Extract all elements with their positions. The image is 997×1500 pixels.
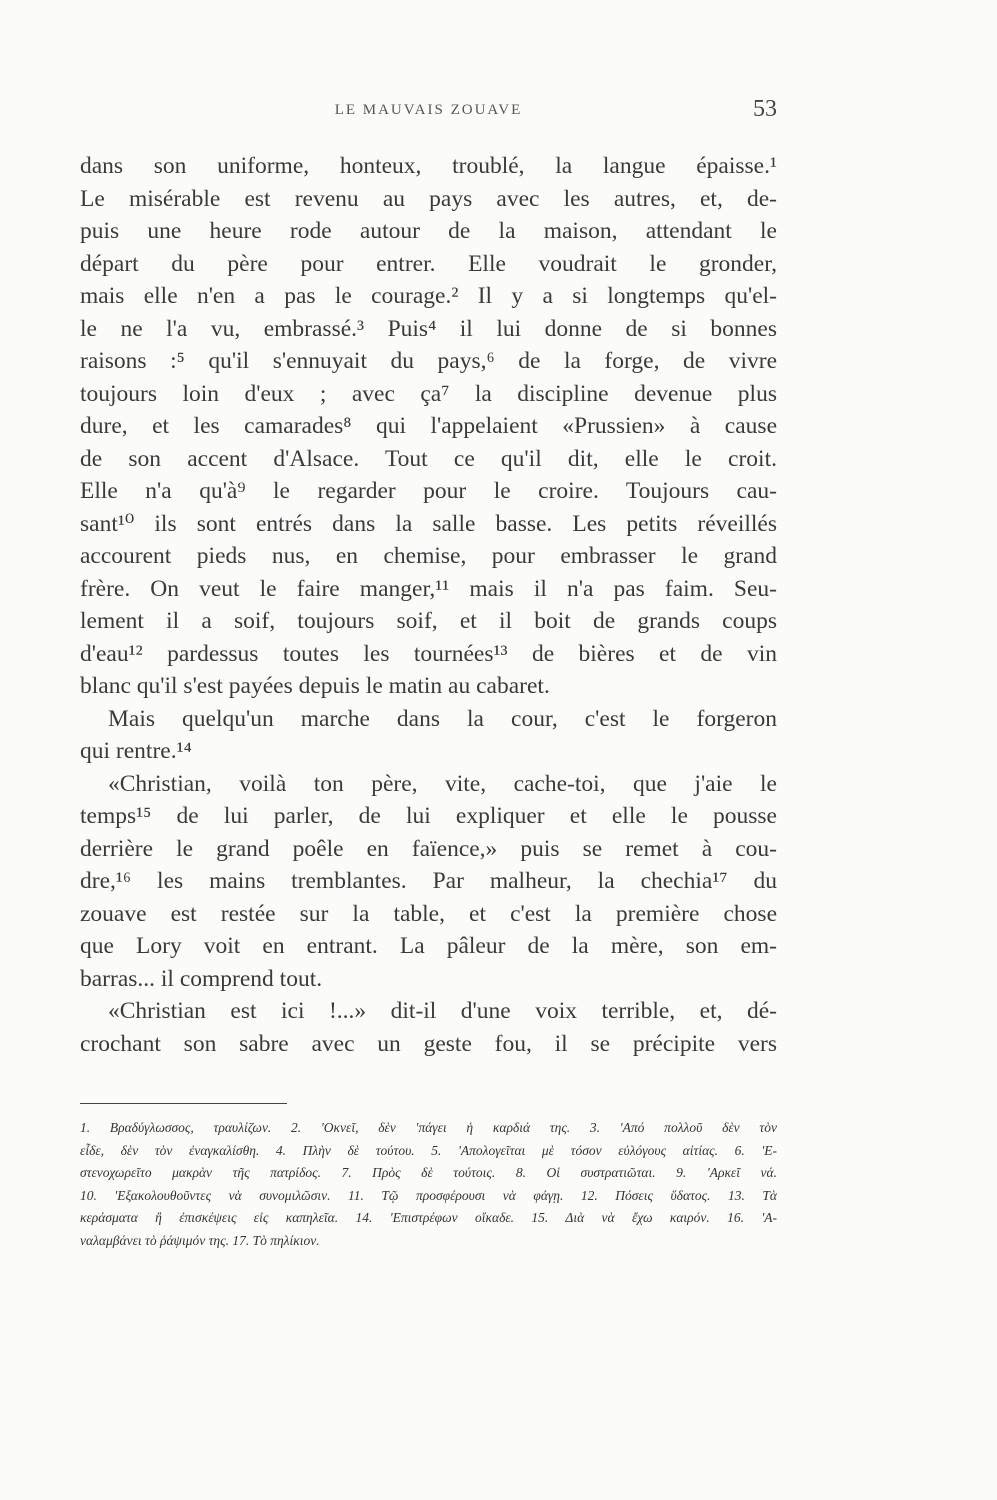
text-line: sant¹⁰ ils sont entrés dans la salle basse. Les petits réveillés bbox=[80, 510, 777, 537]
text-line: Mais quelqu'un marche dans la cour, c'est le forgeron bbox=[108, 705, 777, 732]
text-line: accourent pieds nus, en chemise, pour embrasser le grand bbox=[80, 543, 777, 569]
text-line: temps¹⁵ de lui parler, de lui expliquer et elle le pousse bbox=[80, 803, 777, 829]
text-line: toujours loin d'eux ; avec ça⁷ la discipline devenue plus bbox=[80, 380, 777, 407]
footnote-line: 1. Βραδύγλωσσος, τραυλίζων. 2. 'Οκνεῖ, δὲν 'πάγει ἡ καρδιά της. 3. 'Από πολλοῦ δὲν τὸν bbox=[80, 1120, 777, 1135]
text-line: «Christian, voilà ton père, vite, cache-toi, que j'aie le bbox=[108, 770, 777, 797]
text-line: Elle n'a qu'à⁹ le regarder pour le croire. Toujours cau- bbox=[80, 478, 777, 504]
text-line: «Christian est ici !...» dit-il d'une voix terrible, et, dé- bbox=[108, 998, 777, 1024]
footnote-line: 10. 'Εξακολουθοῦντες νὰ συνομιλῶσιν. 11. Τῷ προσφέρουσι νὰ φάγῃ. 12. Πόσεις ὕδατος. 13. Τὰ bbox=[80, 1187, 777, 1203]
running-title: LE MAUVAIS ZOUAVE bbox=[334, 102, 523, 118]
text-line: crochant son sabre avec un geste fou, il se précipite vers bbox=[80, 1030, 777, 1057]
running-head bbox=[80, 96, 777, 132]
footnote-line: ναλαμβάνει τὸ ῥάψιμόν της. 17. Τὸ πηλίκιον. bbox=[80, 1232, 320, 1248]
text-line: zouave est restée sur la table, et c'est la première chose bbox=[80, 900, 777, 927]
text-line: puis une heure rode autour de la maison, attendant le bbox=[80, 218, 777, 244]
page-number: 53 bbox=[753, 96, 777, 122]
text-line: mais elle n'en a pas le courage.² Il y a si longtemps qu'el- bbox=[80, 283, 777, 309]
text-line: qui rentre.¹⁴ bbox=[80, 738, 192, 764]
text-line: raisons :⁵ qu'il s'ennuyait du pays,⁶ de la forge, de vivre bbox=[80, 348, 777, 374]
text-line: dans son uniforme, honteux, troublé, la langue épaisse.¹ bbox=[80, 153, 777, 179]
text-line: frère. On veut le faire manger,¹¹ mais il n'a pas faim. Seu- bbox=[80, 575, 777, 602]
text-line: dure, et les camarades⁸ qui l'appelaient «Prussien» à cause bbox=[80, 413, 777, 439]
text-line: de son accent d'Alsace. Tout ce qu'il dit, elle le croit. bbox=[80, 445, 777, 472]
footnote-rule bbox=[80, 1103, 287, 1104]
text-line: dre,¹⁶ les mains tremblantes. Par malheur, la chechia¹⁷ du bbox=[80, 868, 777, 894]
body-text bbox=[80, 150, 777, 1060]
footnotes bbox=[80, 1117, 777, 1252]
text-line: que Lory voit en entrant. La pâleur de la mère, son em- bbox=[80, 933, 777, 959]
text-line: Le misérable est revenu au pays avec les autres, et, de- bbox=[80, 185, 777, 212]
text-line: le ne l'a vu, embrassé.³ Puis⁴ il lui donne de si bonnes bbox=[80, 315, 777, 342]
footnote-line: εἶδε, δὲν τὸν ἐναγκαλίσθη. 4. Πλὴν δὲ τούτου. 5. 'Απολογεῖται μὲ τόσον εὐλόγους αἰτίας. 6. 'Ε- bbox=[80, 1142, 777, 1158]
text-line: lement il a soif, toujours soif, et il boit de grands coups bbox=[80, 608, 777, 634]
text-line: barras... il comprend tout. bbox=[80, 965, 323, 992]
footnote-line: κεράσματα ἢ ἐπισκέψεις εἰς καπηλεῖα. 14. 'Επιστρέφων οἴκαδε. 15. Διὰ νὰ ἔχω καιρόν. 16. 'Α- bbox=[80, 1210, 777, 1225]
footnote-line: στενοχωρεῖτο μακρὰν τῆς πατρίδος. 7. Πρὸς δὲ τούτοις. 8. Οἱ συστρατιῶται. 9. 'Αρκεῖ νά. bbox=[80, 1165, 777, 1180]
text-line: départ du père pour entrer. Elle voudrait le gronder, bbox=[80, 250, 777, 277]
text-line: derrière le grand poêle en faïence,» puis se remet à cou- bbox=[80, 835, 777, 862]
text-line: blanc qu'il s'est payées depuis le matin au cabaret. bbox=[80, 673, 550, 699]
text-line: d'eau¹² pardessus toutes les tournées¹³ de bières et de vin bbox=[80, 640, 777, 667]
